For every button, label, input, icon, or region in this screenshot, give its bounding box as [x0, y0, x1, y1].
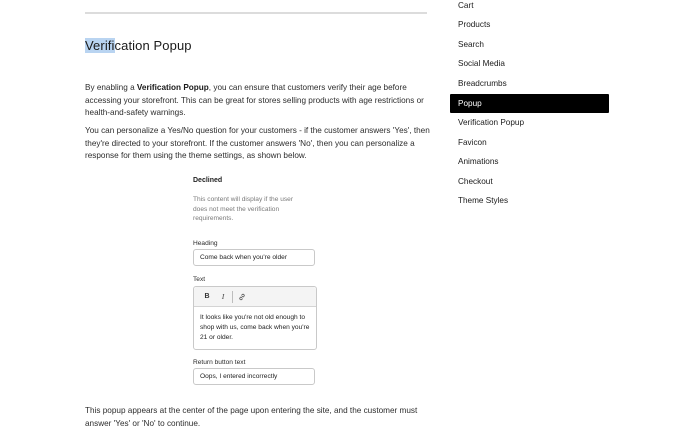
text-field-label: Text	[193, 276, 206, 283]
nav-item-cart[interactable]: Cart	[458, 1, 474, 10]
intro-bold-term: Verification Popup	[136, 83, 209, 92]
nav-item-products[interactable]: Products	[458, 20, 491, 29]
nav-item-animations[interactable]: Animations	[458, 157, 499, 166]
nav-item-breadcrumbs[interactable]: Breadcrumbs	[458, 79, 507, 88]
intro-paragraph	[85, 82, 430, 120]
page-title	[85, 38, 192, 53]
return-button-input[interactable]: Oops, I entered incorrectly	[193, 368, 315, 385]
content-top-divider	[85, 12, 427, 14]
nav-item-verification-popup[interactable]: Verification Popup	[458, 118, 524, 127]
return-button-field-label: Return button text	[193, 359, 246, 366]
nav-item-search[interactable]: Search	[458, 40, 484, 49]
declined-section-help: This content will display if the user does not meet the verification requirements.	[193, 196, 294, 222]
italic-button[interactable]: I	[221, 292, 225, 301]
nav-item-social-media[interactable]: Social Media	[458, 59, 505, 68]
link-icon[interactable]	[235, 290, 249, 304]
declined-section-title: Declined	[193, 177, 223, 184]
heading-field-label: Heading	[193, 240, 218, 247]
heading-input[interactable]: Come back when you're older	[193, 249, 315, 266]
title-text-rest: cation Popup	[114, 38, 192, 53]
popup-behavior-paragraph: This popup appears at the center of the page upon entering the site, and the customer must answer 'Yes' or 'No' to continue.	[85, 406, 418, 428]
toolbar-divider	[232, 291, 233, 303]
editor-toolbar	[194, 287, 316, 307]
nav-item-checkout[interactable]: Checkout	[458, 177, 493, 186]
nav-item-popup[interactable]: Popup	[450, 94, 609, 113]
intro-rest-text: , you can ensure that customers verify their age before accessing your storefront. This can be great for stores selling products with age restrictions or health-and-safety warnings.	[85, 83, 424, 117]
nav-item-favicon[interactable]: Favicon	[458, 138, 487, 147]
intro-lead-text: By enabling a	[85, 83, 137, 92]
bold-button[interactable]: B	[204, 293, 210, 300]
nav-item-theme-styles[interactable]: Theme Styles	[458, 196, 509, 205]
title-selected-text: Verifi	[85, 38, 115, 53]
personalize-paragraph: You can personalize a Yes/No question for your customers - if the customer answers 'Yes', then they're directed to your storefront. If the customer answers 'No', then you can personalize a response for them using the theme settings, as shown below.	[85, 126, 430, 160]
link-icon-glyph	[238, 293, 246, 301]
text-rich-editor[interactable]	[193, 286, 317, 350]
editor-text[interactable]: It looks like you're not old enough to shop with us, come back when you're 21 or older.	[200, 314, 310, 341]
